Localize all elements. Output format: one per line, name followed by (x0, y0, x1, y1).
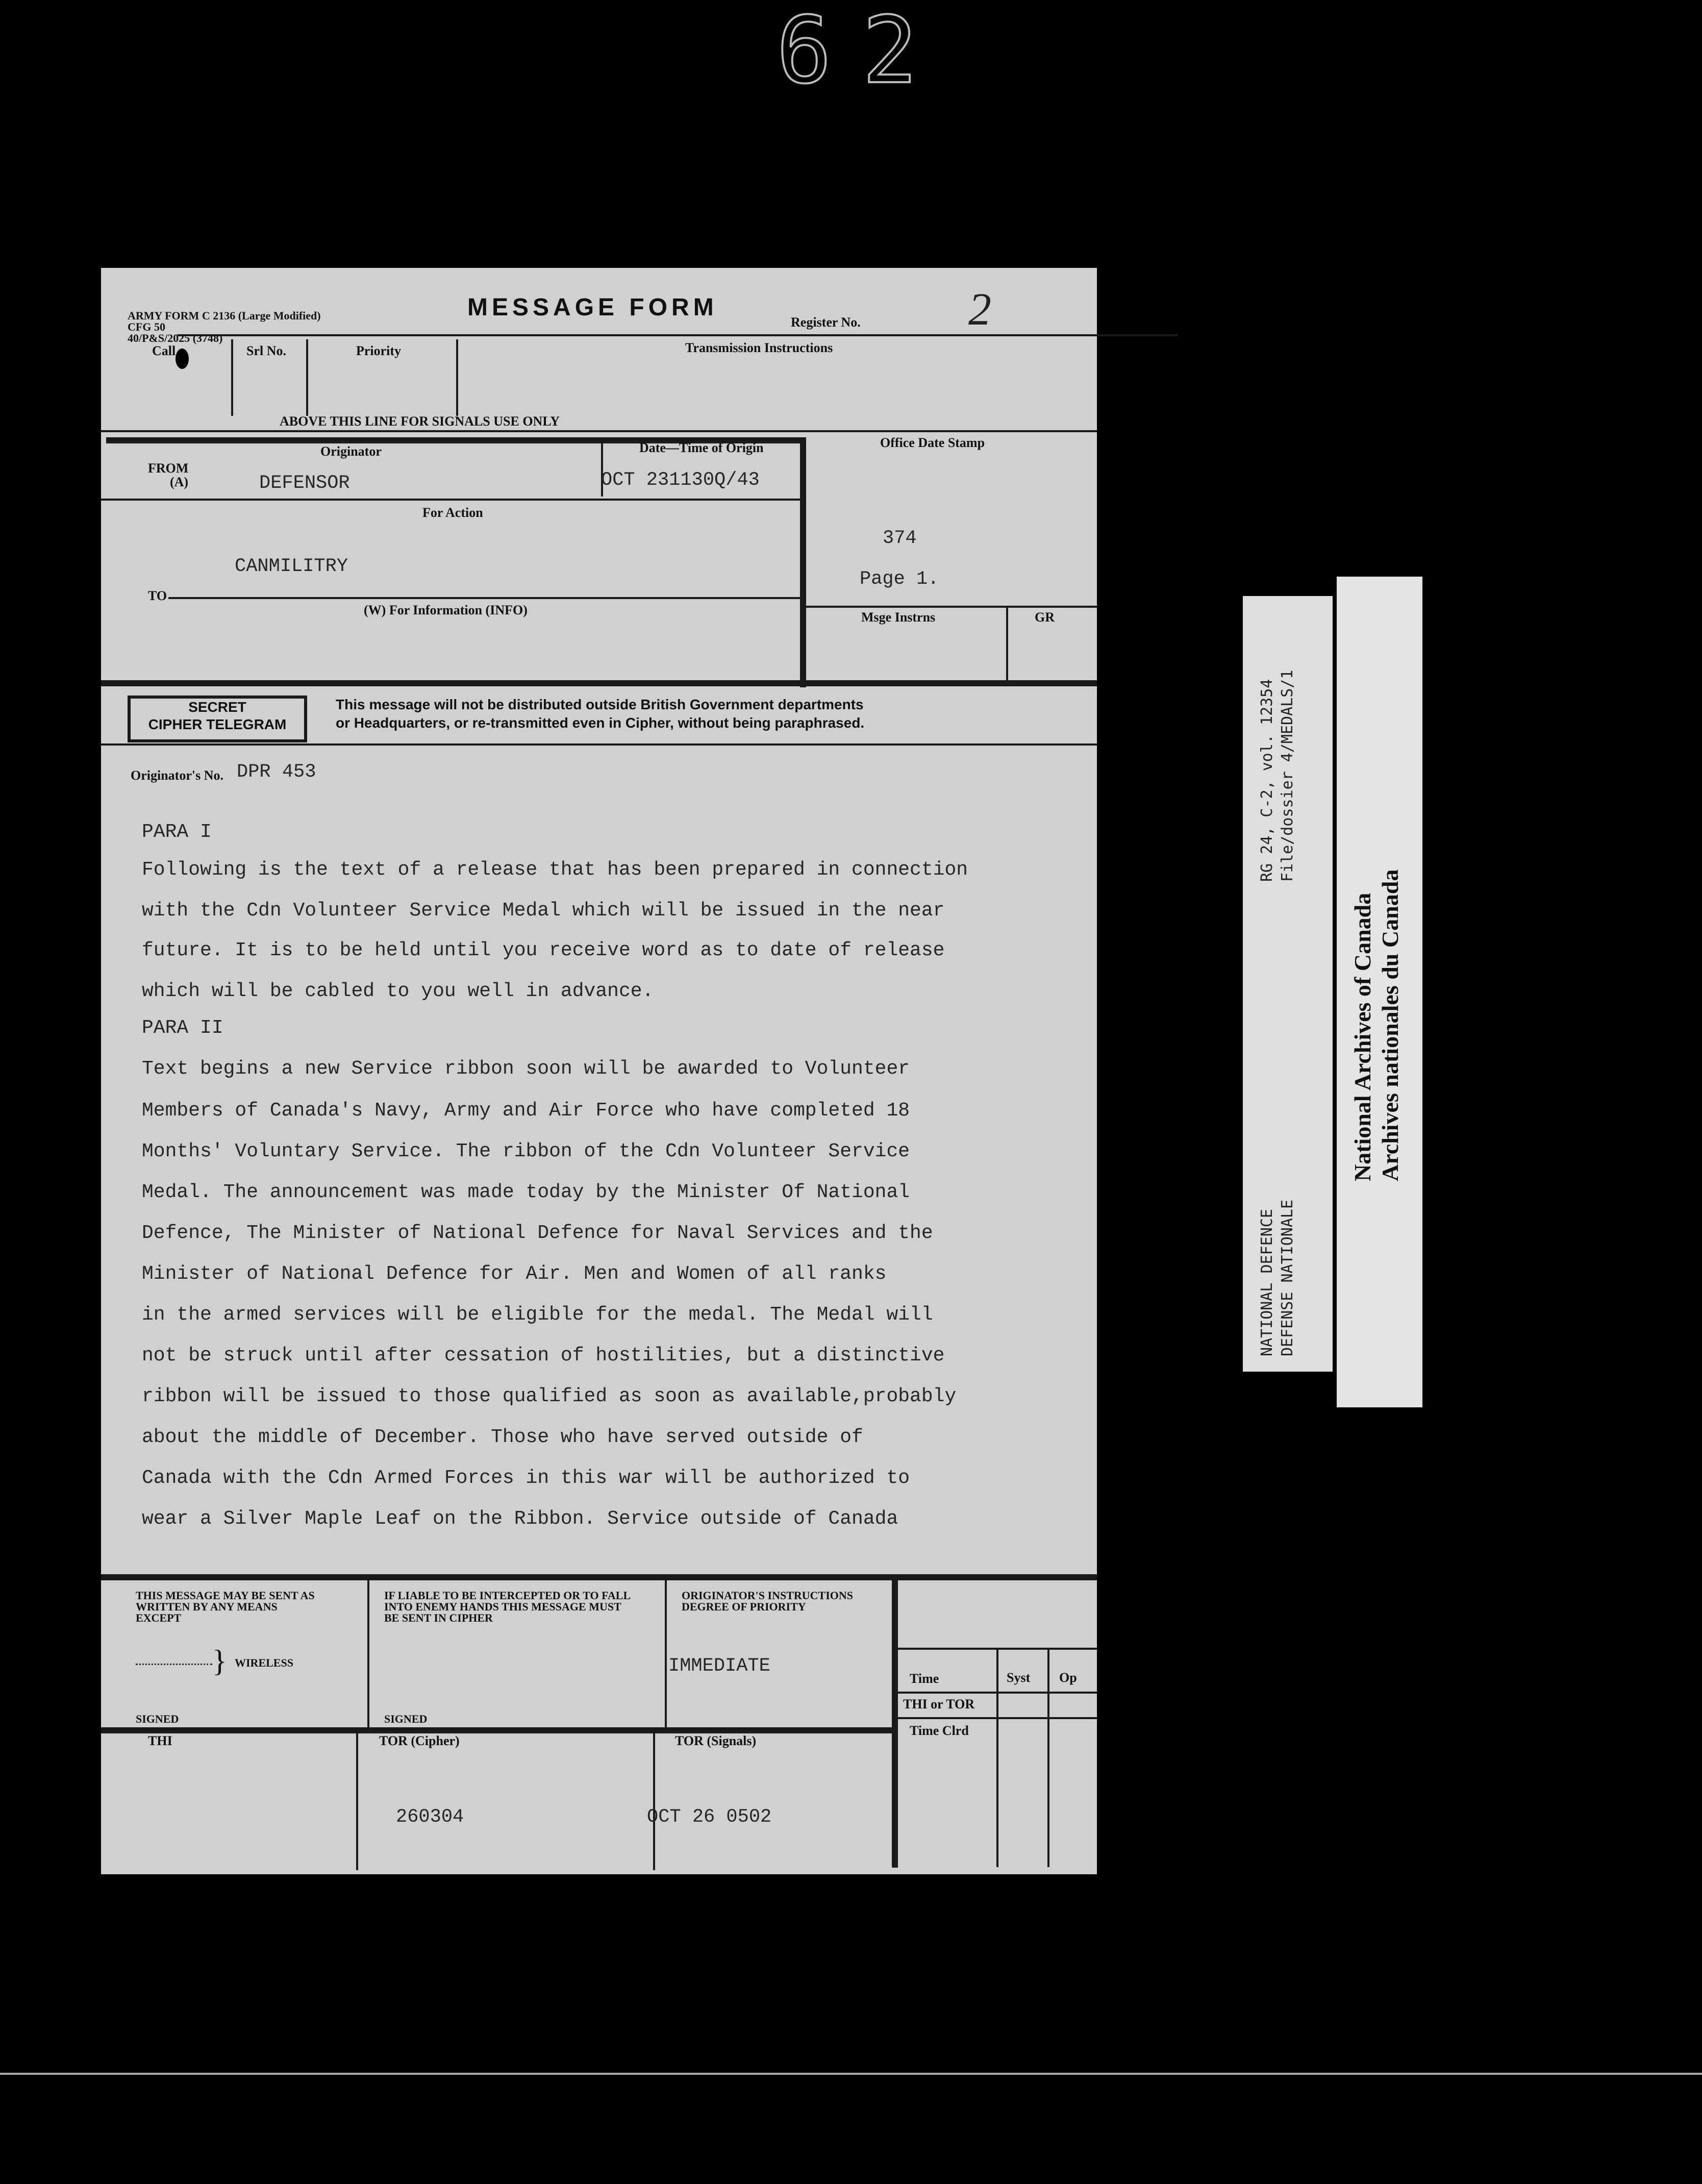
to-label: TO (148, 588, 167, 603)
page-number: 62 (776, 0, 948, 104)
rule (805, 430, 1097, 432)
rule (895, 1648, 1097, 1650)
rule (456, 339, 458, 416)
stamp-page: Page 1. (860, 568, 939, 590)
secret-label: SECRET (188, 699, 246, 715)
tor-signals-label: TOR (Signals) (675, 1733, 757, 1748)
rule (805, 606, 1097, 608)
distribution-note-line: This message will not be distributed outside British Government departments (336, 697, 864, 712)
body-line: Medal. The announcement was made today by the Minister Of National (142, 1181, 910, 1203)
rule (168, 597, 801, 599)
department-tag (1243, 596, 1333, 1372)
to-value: CANMILITRY (235, 556, 348, 577)
body-line: ribbon will be issued to those qualified as soon as available,probably (142, 1385, 957, 1407)
form-title: MESSAGE FORM (467, 294, 718, 321)
rule (178, 334, 1178, 336)
body-line: not be struck until after cessation of hostilities, but a distinctive (142, 1345, 945, 1367)
rule (665, 1579, 667, 1730)
scan-edge-line (0, 2073, 1702, 2075)
originator-label: Originator (320, 444, 382, 459)
intercept-label: BE SENT IN CIPHER (384, 1611, 493, 1624)
register-label: Register No. (791, 315, 861, 330)
sent-as-label: EXCEPT (136, 1611, 182, 1624)
sent-as-label: THIS MESSAGE MAY BE SENT AS (136, 1589, 315, 1602)
distribution-note-line: or Headquarters, or re-transmitted even in Cipher, without being paraphrased. (336, 715, 865, 731)
body-line: PARA II (142, 1017, 223, 1039)
rule (367, 1579, 369, 1730)
signed-label: SIGNED (384, 1713, 428, 1725)
syst-col-label: Syst (1007, 1670, 1031, 1685)
cipher-telegram-label: CIPHER TELEGRAM (148, 716, 287, 732)
body-line: about the middle of December. Those who have served outside of (142, 1426, 863, 1448)
army-form-line: CFG 50 (128, 320, 165, 333)
archive-reference: RG 24, C-2, vol. 12354 (1258, 679, 1276, 882)
rule (895, 1717, 1097, 1719)
body-line: which will be cabled to you well in advance. (142, 980, 654, 1002)
intercept-label: INTO ENEMY HANDS THIS MESSAGE MUST (384, 1600, 621, 1613)
body-line: with the Cdn Volunteer Service Medal which will be issued in the near (142, 900, 945, 922)
tor-signals-value: OCT 26 0502 (647, 1806, 772, 1828)
rule (231, 339, 233, 416)
originators-no-value: DPR 453 (237, 761, 316, 783)
from-sub-label: (A) (170, 475, 189, 489)
body-line: future. It is to be held until you receive word as to date of release (142, 939, 945, 961)
body-line: wear a Silver Maple Leaf on the Ribbon. Service outside of Canada (142, 1508, 898, 1530)
col-call: Call (152, 343, 176, 358)
col-srl: Srl No. (246, 343, 286, 358)
thi-or-tor-label: THI or TOR (903, 1697, 975, 1711)
archives-name-en: National Archives of Canada (1349, 892, 1375, 1181)
time-col-label: Time (910, 1671, 939, 1686)
distribution-note (336, 696, 864, 732)
army-form-line: 40/P&S/2025 (3748) (128, 332, 223, 344)
sent-as-label: WRITTEN BY ANY MEANS (136, 1600, 278, 1613)
originators-no-label: Originator's No. (131, 768, 223, 783)
rule (101, 743, 1097, 746)
signals-line-label: ABOVE THIS LINE FOR SIGNALS USE ONLY (280, 414, 560, 429)
brace-icon: } (212, 1644, 227, 1678)
thi-label: THI (148, 1733, 172, 1748)
rule (101, 499, 801, 501)
body-line: Text begins a new Service ribbon soon will be awarded to Volunteer (142, 1058, 910, 1080)
department-name: NATIONAL DEFENCE (1258, 1209, 1276, 1356)
body-line: Following is the text of a release that has been prepared in connection (142, 859, 968, 881)
from-label: FROM (148, 461, 189, 476)
archives-name-fr: Archives nationales du Canada (1377, 869, 1403, 1181)
signed-label: SIGNED (136, 1713, 179, 1725)
rule (101, 1727, 898, 1733)
body-line: Canada with the Cdn Armed Forces in this war will be authorized to (142, 1467, 910, 1489)
message-form (101, 268, 1097, 1874)
army-form-line: ARMY FORM C 2136 (Large Modified) (128, 309, 321, 322)
body-line: Minister of National Defence for Air. Men and Women of all ranks (142, 1263, 887, 1285)
priority-value: IMMEDIATE (668, 1655, 770, 1677)
body-line: in the armed services will be eligible for the medal. The Medal will (142, 1304, 933, 1326)
priority-degree-label: DEGREE OF PRIORITY (682, 1600, 806, 1613)
body-line: Defence, The Minister of National Defence for Naval Services and the (142, 1222, 933, 1244)
orig-instructions-label: ORIGINATOR'S INSTRUCTIONS (682, 1589, 853, 1602)
body-line: PARA I (142, 821, 212, 843)
intercept-label: IF LIABLE TO BE INTERCEPTED OR TO FALL (384, 1589, 631, 1602)
col-priority: Priority (356, 343, 402, 358)
rule (800, 437, 806, 687)
tor-cipher-label: TOR (Cipher) (379, 1733, 460, 1748)
time-clrd-label: Time Clrd (910, 1723, 969, 1738)
gr-label: GR (1035, 610, 1055, 625)
info-label: (W) For Information (INFO) (364, 603, 528, 617)
rule (101, 680, 1097, 686)
department-name: DEFENSE NATIONALE (1279, 1199, 1296, 1356)
archive-reference: File/dossier 4/MEDALS/1 (1279, 669, 1296, 882)
tor-cipher-value: 260304 (396, 1806, 464, 1828)
date-time-value: OCT 231130Q/43 (601, 469, 760, 491)
stamp-number: 374 (883, 528, 917, 549)
secret-cipher-box (128, 696, 307, 742)
col-transmission: Transmission Instructions (685, 340, 833, 355)
msge-instrns-label: Msge Instrns (861, 610, 936, 625)
rule (356, 1731, 358, 1870)
rule (1047, 1648, 1049, 1867)
rule (653, 1731, 655, 1870)
wireless-label: WIRELESS (235, 1656, 293, 1669)
body-line: Members of Canada's Navy, Army and Air Force who have completed 18 (142, 1100, 910, 1122)
date-time-label: Date—Time of Origin (639, 440, 764, 455)
ink-blot (176, 349, 189, 369)
rule (895, 1692, 1097, 1694)
office-stamp-label: Office Date Stamp (880, 435, 985, 450)
body-line: Months' Voluntary Service. The ribbon of the Cdn Volunteer Service (142, 1140, 910, 1162)
rule (996, 1648, 998, 1867)
rule (101, 1574, 1097, 1580)
register-number: 2 (968, 284, 991, 335)
rule (1006, 606, 1008, 682)
dotted-line (136, 1664, 212, 1665)
for-action-label: For Action (422, 505, 483, 520)
op-col-label: Op (1059, 1670, 1077, 1685)
rule (892, 1574, 898, 1868)
rule (306, 339, 308, 416)
archive-label (1337, 577, 1422, 1407)
from-value: DEFENSOR (259, 473, 350, 494)
